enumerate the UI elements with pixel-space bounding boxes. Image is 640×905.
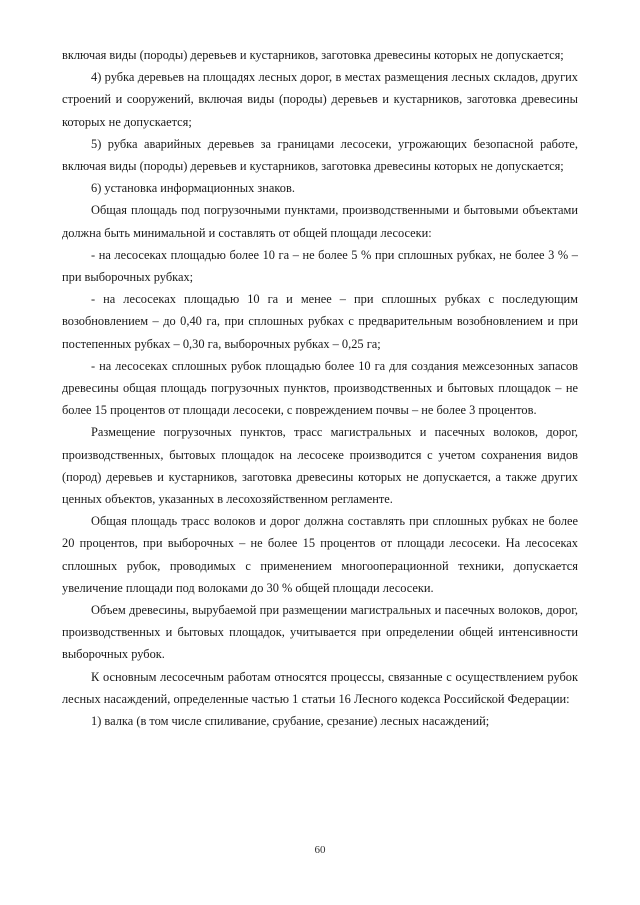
page-body xyxy=(62,44,578,732)
paragraph-item-5: 5) рубка аварийных деревьев за границами лесосеки, угрожающих безопасной работе, включая виды (породы) деревьев и кустарников, заготовка древесины которых не допускается; xyxy=(62,136,578,174)
paragraph-continuation: включая виды (породы) деревьев и кустарников, заготовка древесины которых не допускается; xyxy=(62,48,564,62)
paragraph-skid-trails-area: Общая площадь трасс волоков и дорог должна составлять при сплошных рубках не более 20 процентов, при выборочных – не более 15 процентов от площади лесосеки. На лесосеках сплошных рубок, проводимых с применением многооперационной техники, допускается увеличение площади под волоками до 30 % общей площади лесосеки. xyxy=(62,514,578,595)
paragraph-dash-small-plots: - на лесосеках площадью 10 га и менее – при сплошных рубках с последующим возобновлением – до 0,40 га, при сплошных рубках с предварительным возобновлением и при постепенных рубках – 0,30 га, выборочных рубках – 0,25 га; xyxy=(62,292,578,351)
paragraph-total-area: Общая площадь под погрузочными пунктами, производственными и бытовыми объектами должна быть минимальной и составлять от общей площади лесосеки: xyxy=(62,203,578,240)
page-number: 60 xyxy=(314,844,326,856)
paragraph-item-6: 6) установка информационных знаков. xyxy=(91,181,295,196)
paragraph-dash-seasonal-stocks: - на лесосеках сплошных рубок площадью более 10 га для создания межсезонных запасов древесины общая площадь погрузочных пунктов, производственных и бытовых площадок – не более 15 процентов от площади лесосеки, с повреждением почвы – не более 3 процентов. xyxy=(62,358,578,418)
paragraph-wood-volume: Объем древесины, вырубаемой при размещении магистральных и пасечных волоков, дорог, производственных и бытовых площадок, учитывается при определении общей интенсивности выборочных рубок. xyxy=(62,603,578,662)
paragraph-dash-large-plots: - на лесосеках площадью более 10 га – не более 5 % при сплошных рубках, не более 3 % – при выборочных рубках; xyxy=(62,247,578,285)
paragraph-item-felling: 1) валка (в том числе спиливание, срубание, срезание) лесных насаждений; xyxy=(91,714,490,729)
paragraph-placement: Размещение погрузочных пунктов, трасс магистральных и пасечных волоков, дорог, производственных, бытовых площадок на лесосеке производится с учетом сохранения видов (пород) деревьев и кустарников, заготовка древесины которых не допускается, а также других ценных объектов, указанных в лесохозяйственном регламенте. xyxy=(62,425,578,507)
paragraph-item-4: 4) рубка деревьев на площадях лесных дорог, в местах размещения лесных складов, других строений и сооружений, включая виды (породы) деревьев и кустарников, заготовка древесины которых не допускается; xyxy=(62,70,578,129)
paragraph-main-works: К основным лесосечным работам относятся процессы, связанные с осуществлением рубок лесных насаждений, определенные частью 1 статьи 16 Лесного кодекса Российской Федерации: xyxy=(62,669,578,706)
